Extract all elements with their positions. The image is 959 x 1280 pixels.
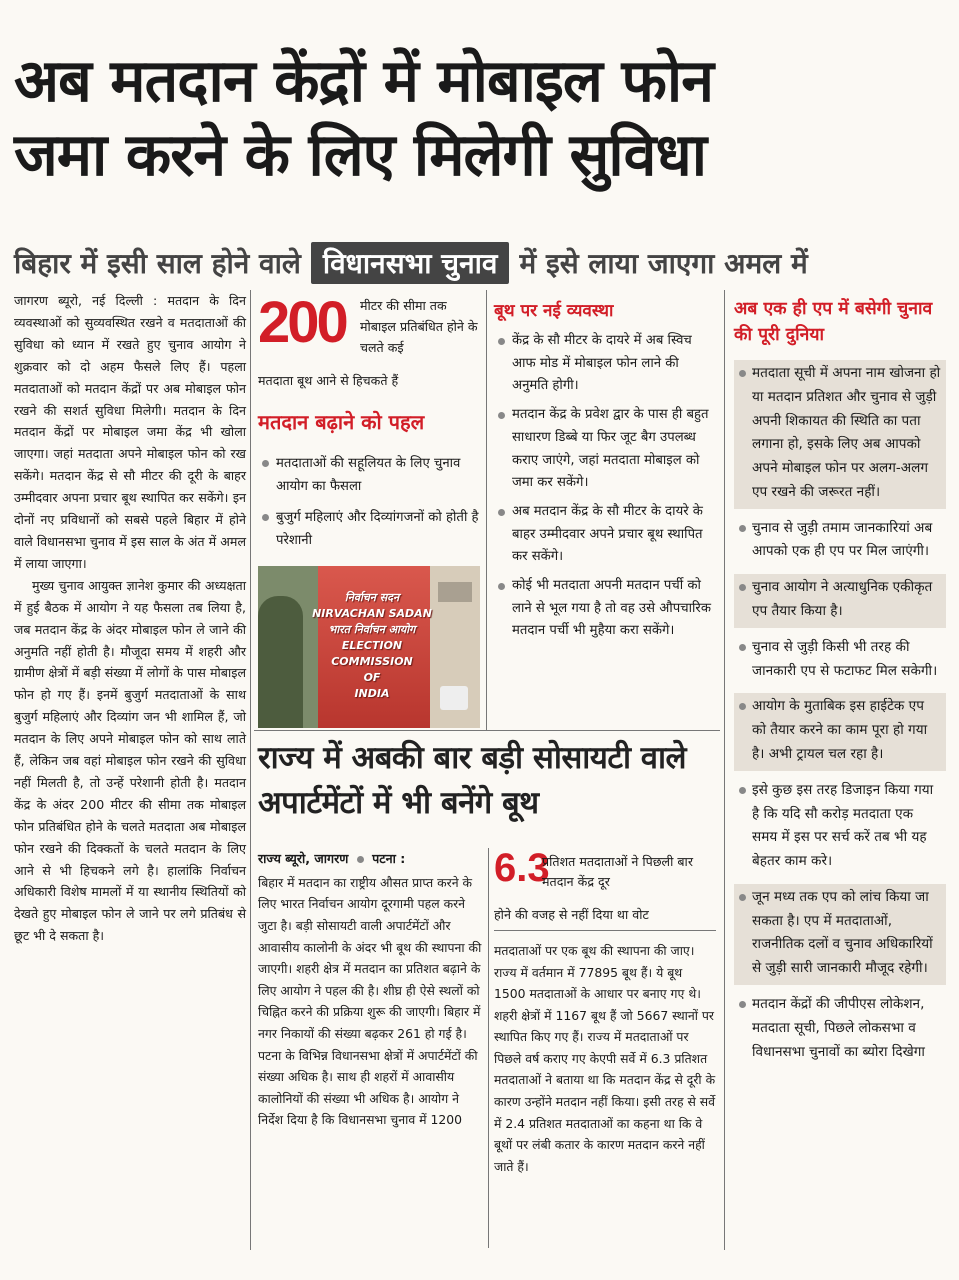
deck-pre: बिहार में इसी साल होने वाले: [14, 247, 301, 280]
main-story-para-2: मुख्य चुनाव आयुक्त ज्ञानेश कुमार की अध्यक्षता में हुई बैठक में आयोग ने यह फैसला तब लिया है, जब मतदान केंद्र के अंदर मोबाइल फोन ले जाने की अनुमति नहीं होती है। मौजूदा समय में शहरी और ग्रामीण क्षेत्रों में बड़ी संख्या में लोगों के पास मोबाइल फोन हो गए हैं। इनमें बुजुर्ग मतदाताओं के साथ बुजुर्ग महिलाएं और दिव्यांग जन भी शामिल हैं, जो मतदान के लिए अपने मोबाइल फोन को साथ लाते हैं, लेकिन जब वहां मोबाइल फोन रखने की सुविधा नहीं मिलती है, तो उन्हें परेशानी होती है। मतदान केंद्र के अंदर 200 मीटर की सीमा तक मोबाइल फोन प्रतिबंधित होने के चलते मतदाता अब मोबाइल फोन रखने की दिक्कतों के चलते मतदान के लिए आने से भी हिचकने लगे है। हालांकि निर्वाचन अधिकारी विशेष मामलों में या स्थानीय स्थितियों को देखते हुए मोबाइल फोन ले जाने पर लगे प्रतिबंध से छूट भी दे सकता है।: [14, 577, 246, 944]
section-divider: [254, 730, 720, 731]
story2-body-2: मतदाताओं पर एक बूथ की स्थापना की जाए। राज्य में वर्तमान में 77895 बूथ हैं। ये बूथ 1500 मतदाताओं के आधार पर बनाए गए थे। शहरी क्षेत्रों में 1167 बूथ हैं जो 5667 स्थानों पर स्थापित किए गए हैं। राज्य में मतदाताओं पर पिछले वर्ष कराए गए केएपी सर्वे में 6.3 प्रतिशत मतदाताओं ने बताया था कि मतदान केंद्र से दूरी के कारण उन्होंने मतदान नहीं किया। इसी तरह से सर्वे में 2.4 प्रतिशत मतदाताओं का कहना था कि वे बूथों पर लंबी कतार के कारण मतदान करने नहीं जाते हैं।: [494, 943, 716, 1174]
story2-column-2: [494, 940, 716, 1177]
election-commission-photo: [258, 566, 480, 728]
stat-63-text: प्रतिशत मतदाताओं ने पिछली बार मतदान केंद्र दूर: [542, 854, 693, 890]
stat-200-text: मीटर की सीमा तक मोबाइल प्रतिबंधित होने के चलते कई: [360, 298, 478, 355]
list-item: मतदाता सूची में अपना नाम खोजना हो या मतदान प्रतिशत और चुनाव से जुड़ी अपनी शिकायत की स्थिति का पता लगाना हो, इसके लिए अब आपको अपने मोबाइल फोन पर अलग-अलग एप रखने की जरूरत नहीं।: [734, 360, 946, 509]
list-item: चुनाव से जुड़ी किसी भी तरह की जानकारी एप से फटाफट मिल सकेगी।: [734, 634, 946, 688]
list-item: केंद्र के सौ मीटर के दायरे में अब स्विच आफ मोड में मोबाइल फोन लाने की अनुमति होगी।: [494, 330, 716, 398]
photo-signage: [312, 590, 432, 702]
stat-63-number: 6.3: [494, 846, 550, 890]
story2-dateline-row: [258, 848, 483, 870]
booth-heading: बूथ पर नई व्यवस्था: [494, 301, 614, 321]
main-story-column: [14, 290, 246, 947]
photo-tree: [258, 596, 303, 728]
story2-dateline: राज्य ब्यूरो, जागरण: [258, 851, 349, 866]
column-divider: [250, 290, 251, 1250]
stat-200-text-2: मतदाता बूथ आने से हिचकते हैं: [258, 373, 399, 388]
photo-ac-unit: [440, 686, 468, 710]
dateline-dot-icon: [357, 856, 364, 863]
main-story-para-1: जागरण ब्यूरो, नई दिल्ली : मतदान के दिन व्यवस्थाओं को सुव्यवस्थित रखने व मतदाताओं की सुविधा को ध्यान में रखते हुए चुनाव आयोग ने शुक्रवार को दो अहम फैसले लिए हैं। पहला मतदाताओं को मतदान केंद्रों पर अब मोबाइल फोन रखने की सशर्त सुविधा मिलेगी। मतदान के दिन मतदान केंद्रों पर मोबाइल जमा केंद्र भी खोला जाएगा। जहां मतदाता अपने मोबाइल फोन को रख सकेंगे। मतदान केंद्र से सौ मीटर की दूरी के बाहर उम्मीदवार अपना प्रचार बूथ स्थापित कर सकेंगे। इन दोनों नए प्रविधानों को सबसे पहले बिहार में होने वाले विधानसभा चुनाव में इस साल के अंत में अमल में लाया जाएगा।: [14, 293, 246, 571]
signage-line: NIRVACHAN SADAN: [312, 606, 432, 620]
story2-body-1: बिहार में मतदान का राष्ट्रीय औसत प्राप्त करने के लिए भारत निर्वाचन आयोग दूरगामी पहल करने जुटा है। बड़ी सोसायटी वाली अपार्टमेंटों और आवासीय कालोनी के अंदर भी बूथ की स्थापना की जाएगी। शहरी क्षेत्र में मतदान का प्रतिशत बढ़ाने के लिए आयोग ने पहल की है। शीघ्र ही ऐसे स्थलों को चिह्नित करने की प्रक्रिया शुरू की जाएगी। बिहार में नगर निकायों की संख्या बढ़कर 261 हो गई है। पटना के विभिन्न विधानसभा क्षेत्रों में अपार्टमेंटों की संख्या अधिक है। साथ ही शहरों में आवासीय कालोनियों की संख्या भी अधिक है। आयोग ने निर्देश दिया है कि विधानसभा चुनाव में 1200: [258, 874, 482, 1128]
signage-line: निर्वाचन सदन: [344, 591, 400, 604]
booth-list: [494, 330, 716, 649]
deck: [14, 238, 944, 288]
signage-line: ELECTION COMMISSION: [331, 638, 413, 668]
headline-line-1: अब मतदान केंद्रों में मोबाइल फोन: [14, 46, 713, 115]
list-item: कोई भी मतदाता अपनी मतदान पर्ची को लाने से भूल गया है तो वह उसे औपचारिक मतदान पर्ची भी मुहैया करा सकेंगे।: [494, 575, 716, 643]
list-item: आयोग के मुताबिक इस हाईटेक एप को तैयार करने का काम पूरा हो गया है। अभी ट्रायल चल रहा है।: [734, 693, 946, 770]
column-divider: [724, 290, 725, 1250]
deck-post: में इसे लाया जाएगा अमल में: [519, 247, 808, 280]
push-heading: मतदान बढ़ाने को पहल: [258, 410, 425, 434]
signage-line: OF: [363, 670, 381, 684]
list-item: बुजुर्ग महिलाएं और दिव्यांगजनों को होती है परेशानी: [258, 506, 480, 552]
stat-divider: [494, 930, 716, 931]
photo-window: [438, 582, 472, 602]
story2-column-1: [258, 848, 483, 1131]
list-item: इसे कुछ इस तरह डिजाइन किया गया है कि यदि सौ करोड़ मतदाता एक समय में इस पर सर्च करें तब भी यह बेहतर काम करे।: [734, 777, 946, 878]
headline-line-2: जमा करने के लिए मिलेगी सुविधा: [14, 119, 707, 189]
headline: [14, 44, 944, 192]
story2-headline: राज्य में अबकी बार बड़ी सोसायटी वाले अपार्टमेंटों में भी बनेंगे बूथ: [258, 740, 687, 821]
deck-highlight: विधानसभा चुनाव: [311, 242, 510, 284]
stat-200-number: 200: [258, 290, 346, 355]
list-item: चुनाव से जुड़ी तमाम जानकारियां अब आपको एक ही एप पर मिल जाएंगी।: [734, 515, 946, 569]
list-item: मतदाताओं की सहूलियत के लिए चुनाव आयोग का फैसला: [258, 452, 480, 498]
app-list: [734, 360, 946, 1074]
story2-place: पटना :: [372, 851, 406, 866]
column-divider: [488, 848, 489, 1248]
list-item: चुनाव आयोग ने अत्याधुनिक एकीकृत एप तैयार किया है।: [734, 574, 946, 628]
signage-line: INDIA: [354, 686, 390, 700]
stat-63-text-2: होने की वजह से नहीं दिया था वोट: [494, 907, 649, 922]
list-item: जून मध्य तक एप को लांच किया जा सकता है। एप में मतदाताओं, राजनीतिक दलों व चुनाव अधिकारियों से जुड़ी सारी जानकारी मौजूद रहेगी।: [734, 884, 946, 985]
list-item: मतदान केंद्रों की जीपीएस लोकेशन, मतदाता सूची, पिछले लोकसभा व विधानसभा चुनावों का ब्योरा दिखेगा: [734, 991, 946, 1068]
push-list: [258, 452, 480, 560]
signage-line: भारत निर्वाचन आयोग: [328, 622, 416, 636]
list-item: अब मतदान केंद्र के सौ मीटर के दायरे के बाहर उम्मीदवार अपने प्रचार बूथ स्थापित कर सकेंगे।: [494, 501, 716, 569]
column-divider: [486, 290, 487, 730]
list-item: मतदान केंद्र के प्रवेश द्वार के पास ही बहुत साधारण डिब्बे या फिर जूट बैग उपलब्ध कराए जाएंगे, जहां मतदाता मोबाइल को जमा कर सकेंगे।: [494, 404, 716, 495]
app-heading: अब एक ही एप में बसेगी चुनाव की पूरी दुनिया: [734, 299, 933, 346]
